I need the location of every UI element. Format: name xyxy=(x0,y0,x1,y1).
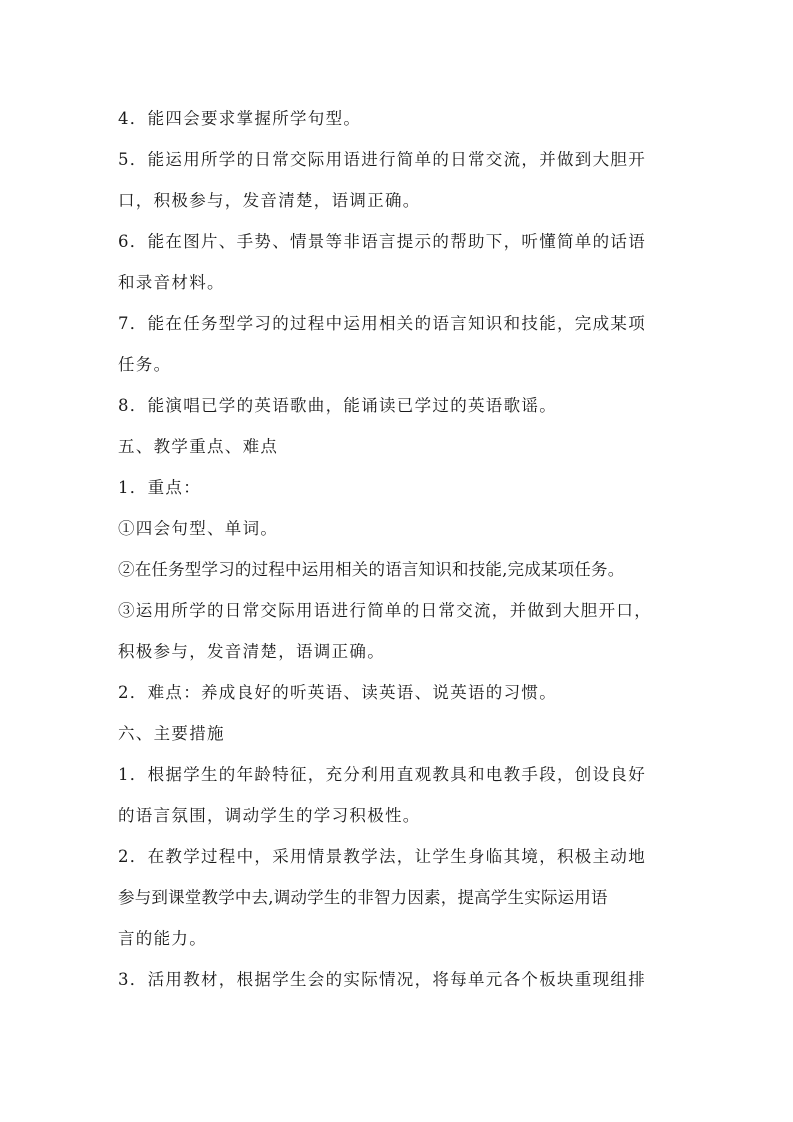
list-item: ③运用所学的日常交际用语进行简单的日常交流，并做到大胆开口， xyxy=(118,601,652,620)
document-body xyxy=(118,98,693,1000)
paragraph-line: 7．能在任务型学习的过程中运用相关的语言知识和技能，完成某项 xyxy=(118,314,646,333)
paragraph-line: 任务。 xyxy=(118,355,172,374)
paragraph-line: 8．能演唱已学的英语歌曲，能诵读已学过的英语歌谣。 xyxy=(118,396,557,415)
paragraph-line: 1．根据学生的年龄特征，充分利用直观教具和电教手段，创设良好 xyxy=(118,765,646,784)
paragraph-line: 参与到课堂教学中去,调动学生的非智力因素，提高学生实际运用语 xyxy=(118,888,608,907)
paragraph-line: 4．能四会要求掌握所学句型。 xyxy=(118,109,362,128)
paragraph-line: 言的能力。 xyxy=(118,929,207,948)
paragraph-line: 2．在教学过程中，采用情景教学法，让学生身临其境，积极主动地 xyxy=(118,847,646,866)
paragraph-line: 和录音材料。 xyxy=(118,273,225,292)
list-item: ①四会句型、单词。 xyxy=(118,519,279,538)
paragraph-line: 5．能运用所学的日常交际用语进行简单的日常交流，并做到大胆开 xyxy=(118,150,646,169)
paragraph-line: 积极参与，发音清楚，语调正确。 xyxy=(118,642,385,661)
subsection-heading: 2．难点：养成良好的听英语、读英语、说英语的习惯。 xyxy=(118,683,557,702)
section-heading: 五、教学重点、难点 xyxy=(118,437,279,456)
subsection-heading: 1．重点： xyxy=(118,478,201,497)
paragraph-line: 3．活用教材，根据学生会的实际情况，将每单元各个板块重现组排 xyxy=(118,970,646,989)
paragraph-line: 6．能在图片、手势、情景等非语言提示的帮助下，听懂简单的话语 xyxy=(118,232,646,251)
paragraph-line: 口，积极参与，发音清楚，语调正确。 xyxy=(118,191,421,210)
section-heading: 六、主要措施 xyxy=(118,724,225,743)
paragraph-line: 的语言氛围，调动学生的学习积极性。 xyxy=(118,806,421,825)
list-item: ②在任务型学习的过程中运用相关的语言知识和技能,完成某项任务。 xyxy=(118,560,625,579)
